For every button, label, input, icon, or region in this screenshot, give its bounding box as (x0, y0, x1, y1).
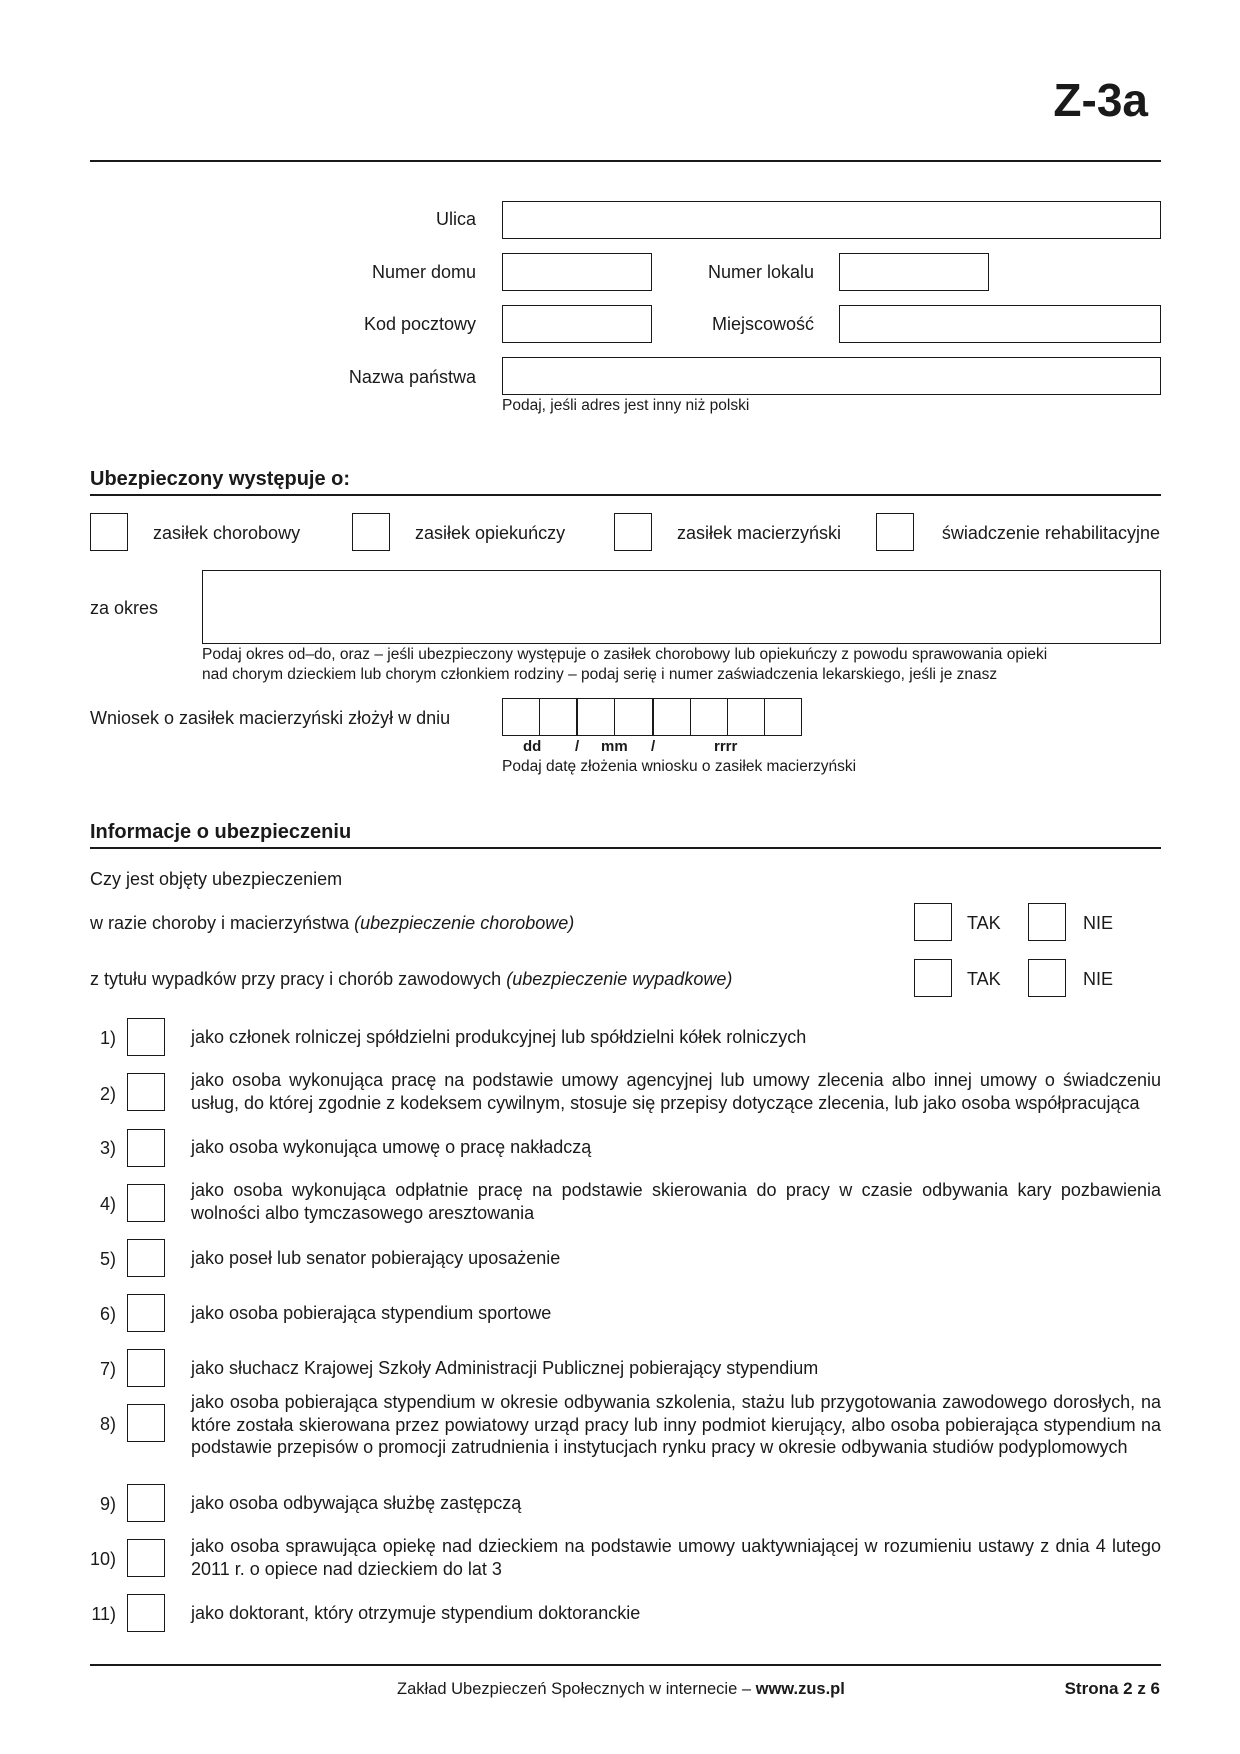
item-checkbox-5[interactable] (127, 1239, 165, 1277)
item-number: 2) (99, 1084, 116, 1104)
date-format-separator: / (575, 738, 580, 755)
item-number: 3) (99, 1138, 116, 1158)
item-text-1: jako członek rolniczej spółdzielni produkcyjnej lub spółdzielni kółek rolniczych (191, 1027, 807, 1047)
item-checkbox-1[interactable] (127, 1018, 165, 1056)
item-number: 9) (99, 1494, 116, 1514)
sickness-insurance-text: w razie choroby i macierzyństwa (90, 913, 350, 933)
date-digit-cell[interactable] (654, 699, 691, 735)
item-text-8: jako osoba pobierająca stypendium w okresie odbywania szkolenia, stażu lub przygotowania zawodowego dorosłych, na które została skierowana przez powiatowy urząd pracy lub inny podmiot kierujący, albo osoba pobierająca stypendium na podstawie przepisów o promocji zatrudnienia i instytucjach rynku pracy w okresie odbywania studiów podyplomowych (191, 1392, 1161, 1457)
sickness-yes-label: TAK (967, 913, 1001, 933)
date-format-mm: mm (601, 738, 628, 755)
item-checkbox-2[interactable] (127, 1073, 165, 1111)
maternity-date-hint: Podaj datę złożenia wniosku o zasiłek macierzyński (502, 758, 857, 775)
city-label: Miejscowość (711, 314, 814, 334)
country-label: Nazwa państwa (348, 367, 476, 387)
country-field[interactable] (502, 357, 1161, 395)
header-divider (90, 160, 1161, 162)
period-hint-line-1: Podaj okres od–do, oraz – jeśli ubezpieczony występuje o zasiłek chorobowy lub opiekuńczy z powodu sprawowania opieki (202, 646, 1048, 663)
item-text-11: jako doktorant, który otrzymuje stypendium doktoranckie (191, 1603, 641, 1623)
sickness-no-label: NIE (1083, 913, 1114, 933)
house-number-label: Numer domu (371, 262, 476, 282)
sickness-no-checkbox[interactable] (1028, 903, 1066, 941)
item-text-10: jako osoba sprawująca opiekę nad dzieckiem na podstawie umowy uaktywniającej w rozumieniu ustawy z dnia 4 lutego 2011 r. o opiece nad dzieckiem do lat 3 (191, 1536, 1161, 1579)
date-digit-cell[interactable] (691, 699, 728, 735)
item-number: 8) (99, 1414, 116, 1434)
accident-yes-label: TAK (967, 969, 1001, 989)
date-format-yyyy: rrrr (714, 738, 738, 755)
accident-insurance-italic: (ubezpieczenie wypadkowe) (506, 969, 733, 989)
item-checkbox-3[interactable] (127, 1129, 165, 1167)
sickness-yes-checkbox[interactable] (914, 903, 952, 941)
item-text-2: jako osoba wykonująca pracę na podstawie umowy agencyjnej lub umowy zlecenia albo innej umowy o świadczeniu usług, do której zgodnie z kodeksem cywilnym, stosuje się przepisy dotyczące zlecenia, lub jako osoba współpracująca (191, 1070, 1161, 1113)
benefit-heading: Ubezpieczony występuje o: (90, 468, 351, 490)
item-text-3: jako osoba wykonująca umowę o pracę nakładczą (191, 1137, 592, 1157)
accident-insurance-label (90, 968, 732, 990)
footer-text (397, 1680, 845, 1699)
item-number: 11) (91, 1604, 116, 1624)
item-number: 7) (99, 1359, 116, 1379)
sickness-insurance-italic: (ubezpieczenie chorobowe) (354, 913, 575, 933)
accident-yes-checkbox[interactable] (914, 959, 952, 997)
date-format-separator: / (651, 738, 656, 755)
footer-divider (90, 1664, 1161, 1666)
date-digit-cell[interactable] (728, 699, 765, 735)
insurance-heading: Informacje o ubezpieczeniu (90, 821, 352, 843)
item-number: 10) (89, 1549, 116, 1569)
sickness-insurance-label (90, 912, 574, 934)
insurance-question: Czy jest objęty ubezpieczeniem (90, 869, 343, 889)
item-checkbox-7[interactable] (127, 1349, 165, 1387)
item-text-4: jako osoba wykonująca odpłatnie pracę na podstawie skierowania do pracy w czasie odbywania kary pozbawienia wolności albo tymczasowego aresztowania (191, 1180, 1161, 1223)
item-text-6: jako osoba pobierająca stypendium sportowe (191, 1303, 552, 1323)
item-text-7: jako słuchacz Krajowej Szkoły Administracji Publicznej pobierający stypendium (191, 1358, 819, 1378)
apartment-number-field[interactable] (839, 253, 989, 291)
date-digit-cell[interactable] (540, 699, 578, 735)
apartment-number-label: Numer lokalu (707, 262, 814, 282)
benefit-label-sickness: zasiłek chorobowy (153, 523, 301, 543)
benefit-checkbox-rehabilitation[interactable] (876, 513, 914, 551)
maternity-date-field[interactable] (502, 698, 802, 736)
benefit-checkbox-sickness[interactable] (90, 513, 128, 551)
footer-url-link[interactable]: www.zus.pl (755, 1680, 845, 1698)
benefit-label-rehabilitation: świadczenie rehabilitacyjne (941, 523, 1160, 543)
benefit-label-care: zasiłek opiekuńczy (415, 523, 566, 543)
item-checkbox-10[interactable] (127, 1539, 165, 1577)
item-checkbox-11[interactable] (127, 1594, 165, 1632)
benefit-label-maternity: zasiłek macierzyński (677, 523, 842, 543)
date-digit-cell[interactable] (765, 699, 801, 735)
page-number: Strona 2 z 6 (1064, 1679, 1160, 1698)
item-checkbox-4[interactable] (127, 1184, 165, 1222)
street-label: Ulica (435, 209, 476, 229)
city-field[interactable] (839, 305, 1161, 343)
accident-insurance-text: z tytułu wypadków przy pracy i chorób zawodowych (90, 969, 502, 989)
date-digit-cell[interactable] (615, 699, 653, 735)
insurance-divider (90, 847, 1161, 849)
period-field[interactable] (202, 570, 1161, 644)
date-digit-cell[interactable] (578, 699, 615, 735)
country-hint: Podaj, jeśli adres jest inny niż polski (502, 397, 750, 414)
benefit-checkbox-care[interactable] (352, 513, 390, 551)
date-format-dd: dd (523, 738, 542, 755)
benefit-checkbox-maternity[interactable] (614, 513, 652, 551)
item-checkbox-6[interactable] (127, 1294, 165, 1332)
period-label: za okres (90, 598, 159, 618)
postal-code-label: Kod pocztowy (363, 314, 476, 334)
street-field[interactable] (502, 201, 1161, 239)
maternity-date-label: Wniosek o zasiłek macierzyński złożył w dniu (90, 708, 451, 728)
accident-no-checkbox[interactable] (1028, 959, 1066, 997)
footer-label: Zakład Ubezpieczeń Społecznych w internecie – (397, 1680, 756, 1698)
period-hint-line-2: nad chorym dzieckiem lub chorym członkiem rodziny – podaj serię i numer zaświadczenia lekarskiego, jeśli je znasz (202, 666, 998, 683)
date-digit-cell[interactable] (503, 699, 540, 735)
item-text-9: jako osoba odbywająca służbę zastępczą (191, 1493, 522, 1513)
postal-code-field[interactable] (502, 305, 652, 343)
item-number: 6) (99, 1304, 116, 1324)
item-text-5: jako poseł lub senator pobierający uposażenie (191, 1248, 561, 1268)
item-number: 4) (99, 1194, 116, 1214)
benefit-divider (90, 494, 1161, 496)
item-number: 5) (99, 1249, 116, 1269)
form-code: Z-3a (1053, 74, 1148, 126)
house-number-field[interactable] (502, 253, 652, 291)
accident-no-label: NIE (1083, 969, 1114, 989)
item-checkbox-8[interactable] (127, 1404, 165, 1442)
item-number: 1) (99, 1028, 116, 1048)
item-checkbox-9[interactable] (127, 1484, 165, 1522)
